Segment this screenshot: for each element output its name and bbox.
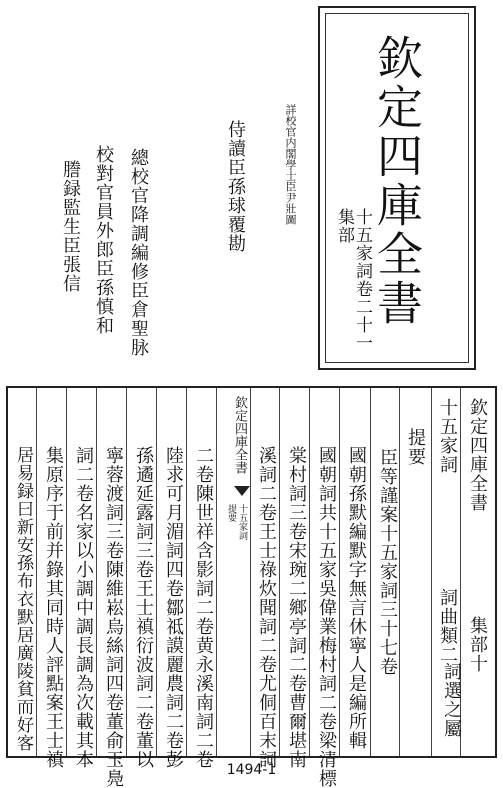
column-rule [126, 388, 127, 756]
cover-title: 欽定四庫全書 [370, 34, 424, 328]
official-detailed-checker: 詳校官内閣學士臣尹壯圖 [284, 104, 297, 225]
text-column-9: 詞二卷名家以小調中調長調為次載其本 [73, 446, 94, 769]
text-column-10: 集原序于前并錄其同時人評點案王士禛 [43, 446, 64, 769]
column-rule [399, 388, 400, 756]
cover-book-title: 十五家詞卷二十一 [352, 208, 372, 352]
column-rule [370, 388, 371, 756]
text-column-4: 溪詞二卷王士祿炊聞詞二卷尤侗百末詞 [256, 446, 277, 769]
book-title: 十五家詞 [437, 398, 458, 474]
page-header-category: 集部十 [467, 616, 488, 673]
cover-plate [318, 6, 476, 370]
official-reader: 侍讀臣孫球覆勘 [225, 120, 246, 253]
text-column-11: 居易録曰新安孫布衣默居廣陵貧而好客 [13, 446, 33, 752]
text-column-5: 二卷陳世祥含影詞二卷黄永溪南詞二卷 [193, 446, 214, 769]
column-rule [279, 388, 280, 756]
column-rule [309, 388, 310, 756]
ribbon-rule [216, 388, 217, 756]
column-rule [96, 388, 97, 756]
text-column-2: 國朝詞共十五家吳偉業梅村詞二卷梁清標 [316, 446, 337, 788]
official-chief-editor: 總校官降調編修臣倉聖脉 [128, 148, 149, 357]
ribbon-section: 提要 [226, 504, 236, 522]
text-column-1: 國朝孫默編默字無言休寧人是編所輯 [346, 446, 367, 750]
column-rule [431, 388, 432, 756]
text-column-7: 孫遹延露詞三卷王士禛衍波詞二卷董以 [133, 446, 154, 769]
official-proofreader: 校對官員外郎臣孫慎和 [93, 145, 114, 335]
fish-tail-icon [234, 486, 250, 496]
sub-classification: 詞選之屬 [441, 662, 462, 738]
classification: 詞曲類二 [437, 588, 458, 664]
ribbon-title: 欽定四庫全書 [232, 396, 247, 474]
official-copyist: 謄録監生臣張信 [60, 160, 81, 293]
page-number: 1494-1 [226, 762, 277, 778]
text-column-8: 寧蓉渡詞三卷陳維崧烏絲詞四卷董俞玉鳧 [103, 446, 124, 788]
column-rule [339, 388, 340, 756]
column-rule [66, 388, 67, 756]
page-header-title: 欽定四庫全書 [467, 398, 488, 512]
column-rule [156, 388, 157, 756]
column-rule [36, 388, 37, 756]
cover-category: 集部 [334, 208, 354, 244]
tiyao-label: 提要 [405, 428, 426, 466]
column-rule [186, 388, 187, 756]
text-column-6: 陸求可月湄詞四卷鄒祗謨麗農詞二卷彭 [163, 446, 184, 769]
official-line: 臣等謹案十五家詞三十七卷 [377, 448, 398, 676]
ribbon-book: 十五家詞 [237, 504, 247, 540]
text-column-3: 棠村詞三卷宋琬二鄉亭詞二卷曹爾堪南 [286, 446, 307, 769]
ribbon-rule [250, 388, 251, 756]
